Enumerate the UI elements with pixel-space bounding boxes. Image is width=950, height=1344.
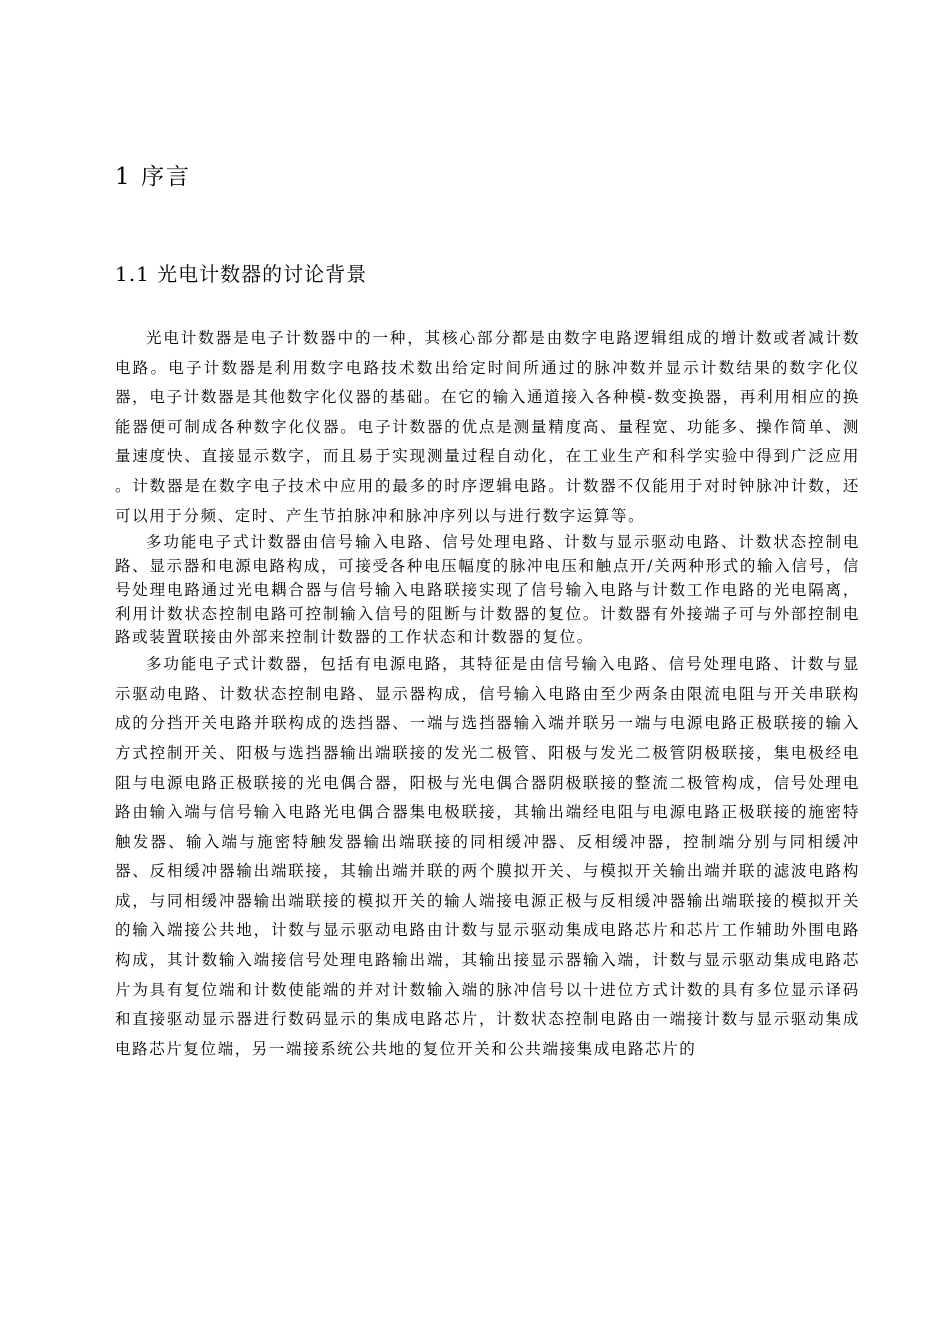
section-title: 1.1 光电计数器的讨论背景 [115,262,368,286]
paragraph: 多功能电子式计数器由信号输入电路、信号处理电路、计数与显示驱动电路、计数状态控制电路、显示器和电源电路构成，可接受各种电压幅度的脉冲电压和触点开/关两种形式的输入信号，信号处理电路通过光电耦合器与信号输入电路联接实现了信号输入电路与计数工作电路的光电隔离，利用计数状态控制电路可控制输入信号的阻断与计数器的复位。计数器有外接端子可与外部控制电路或装置联接由外部来控制计数器的工作状态和计数器的复位。 [115,533,860,647]
paragraph: 光电计数器是电子计数器中的一种，其核心部分都是由数字电路逻辑组成的增计数或者减计数电路。电子计数器是利用数字电路技术数出给定时间所通过的脉冲数并显示计数结果的数字化仪器，电子计数器是其他数字化仪器的基础。在它的输入通道接入各种模-数变换器，再利用相应的换能器便可制成各种数字化仪器。电子计数器的优点是测量精度高、量程宽、功能多、操作简单、测量速度快、直接显示数字，而且易于实现测量过程自动化，在工业生产和科学实验中得到广泛应用 。计数器是在数字电子技术中应用的最多的时序逻辑电路。计数器不仅能用于对时钟脉冲计数，还可以用于分频、定时、产生节拍脉冲和脉冲序列以与进行数字运算等。 [115,329,860,525]
paragraph: 多功能电子式计数器，包括有电源电路，其特征是由信号输入电路、信号处理电路、计数与显示驱动电路、计数状态控制电路、显示器构成，信号输入电路由至少两条由限流电阻与开关串联构成的分挡开关电路并联构成的迭挡器、一端与选挡器输入端并联另一端与电源电路正极联接的输入方式控制开关、阳极与选挡器输出端联接的发光二极管、阳极与发光二极管阴极联接，集电极经电阻与电源电路正极联接的光电偶合器，阳极与光电偶合器阴极联接的整流二极管构成，信号处理电路由输入端与信号输入电路光电偶合器集电极联接，其输出端经电阻与电源电路正极联接的施密特触发器、输入端与施密特触发器输出端联接的同相缓冲器、反相缓冲器，控制端分别与同相缓冲器、反相缓冲器输出端联接，其输出端并联的两个膜拟开关、与模拟开关输出端并联的滤波电路构成，与同相缓冲器输出端联接的模拟开关的输人端接电源正极与反相缓冲器输出端联接的模拟开关的输入端接公共地，计数与显示驱动电路由计数与显示驱动集成电路芯片和芯片工作辅助外围电路构成，其计数输入端接信号处理电路输出端，其输出接显示器输入端，计数与显示驱动集成电路芯片为具有复位端和计数使能端的并对计数输入端的脉冲信号以十进位方式计数的具有多位显示译码和直接驱动显示器进行数码显示的集成电路芯片，计数状态控制电路由一端接计数与显示驱动集成电路芯片复位端，另一端接系统公共地的复位开关和公共端接集成电路芯片的 [115,655,860,1058]
body-text [115,324,860,1064]
chapter-title: 1 序言 [115,164,191,190]
